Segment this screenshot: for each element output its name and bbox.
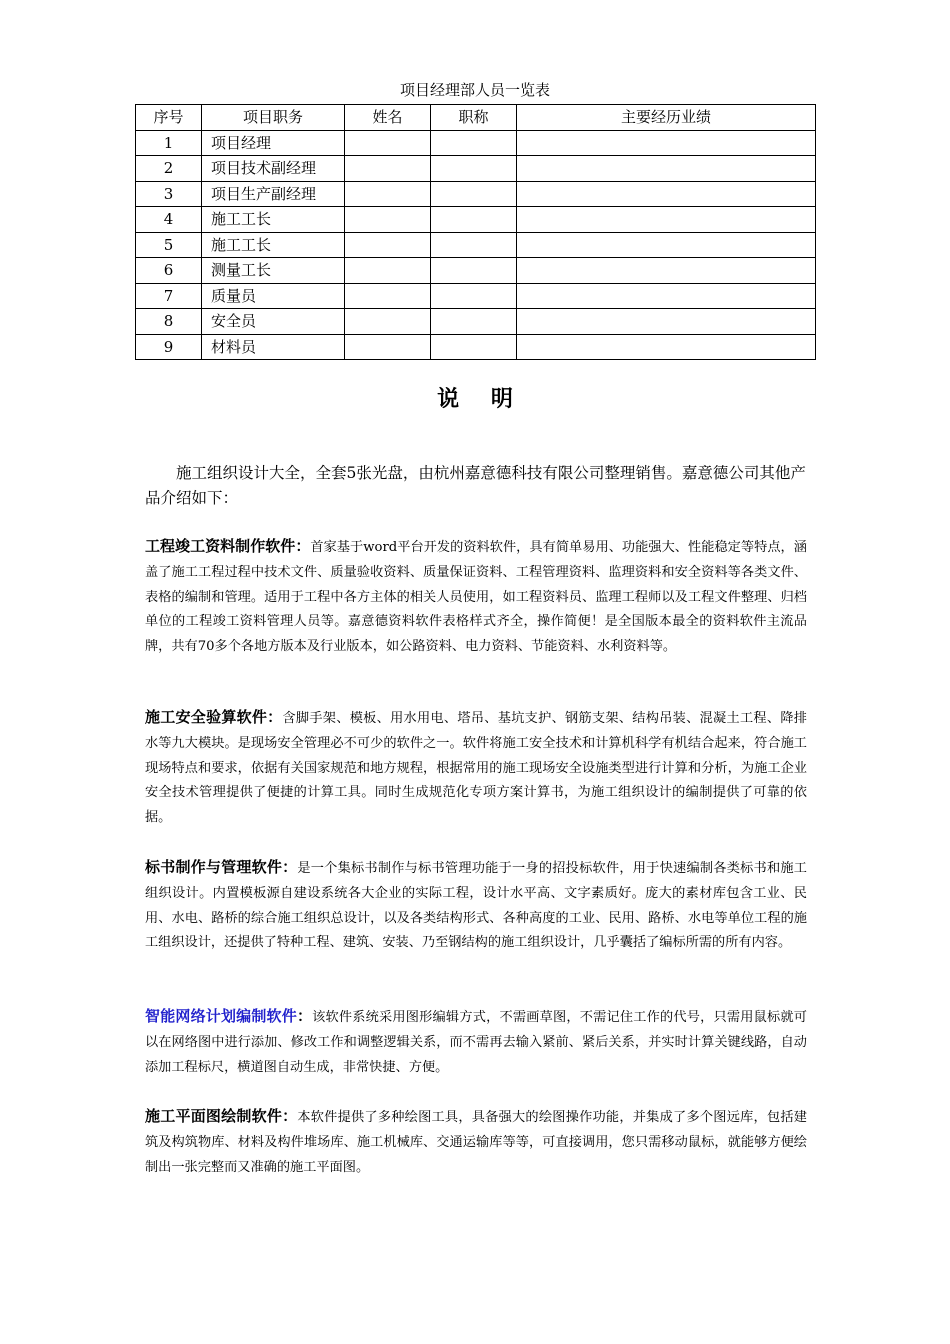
row-name-cell bbox=[345, 334, 431, 360]
row-title-cell bbox=[431, 283, 517, 309]
table-row bbox=[136, 232, 816, 258]
row-number: 2 bbox=[136, 156, 202, 182]
row-number: 1 bbox=[136, 130, 202, 156]
row-title-cell bbox=[431, 181, 517, 207]
row-position: 项目经理 bbox=[202, 130, 345, 156]
section-title: 说 明 bbox=[437, 386, 525, 412]
product-name-separator: ： bbox=[296, 1007, 313, 1025]
product-name-separator: ： bbox=[282, 858, 298, 876]
row-title-cell bbox=[431, 258, 517, 284]
row-number: 3 bbox=[136, 181, 202, 207]
row-experience-cell bbox=[517, 258, 816, 284]
header-number: 序号 bbox=[136, 105, 202, 131]
row-title-cell bbox=[431, 130, 517, 156]
row-experience-cell bbox=[517, 156, 816, 182]
row-experience-cell bbox=[517, 181, 816, 207]
row-experience-cell bbox=[517, 283, 816, 309]
intro-paragraph: 施工组织设计大全，全套5张光盘，由杭州嘉意德科技有限公司整理销售。嘉意德公司其他产品介绍如下： bbox=[145, 464, 806, 507]
row-name-cell bbox=[345, 258, 431, 284]
header-name: 姓名 bbox=[345, 105, 431, 131]
header-experience: 主要经历业绩 bbox=[517, 105, 816, 131]
row-name-cell bbox=[345, 309, 431, 335]
row-name-cell bbox=[345, 156, 431, 182]
product-description: 首家基于word平台开发的资料软件，具有简单易用、功能强大、性能稳定等特点，涵盖了施工工程过程中技术文件、质量验收资料、质量保证资料、工程管理资料、监理资料和安全资料等各类文件、表格的编制和管理。适用于工程中各方主体的相关人员使用，如工程资料员、监理工程师以及工程文件整理、归档单位的工程竣工资料管理人员等。嘉意德资料软件表格样式齐全，操作简便！是全国版本最全的资料软件主流品牌，共有70多个各地方版本及行业版本，如公路资料、电力资料、节能资料、水利资料等。 bbox=[145, 540, 807, 655]
row-position: 施工工长 bbox=[202, 207, 345, 233]
row-number: 4 bbox=[136, 207, 202, 233]
table-row bbox=[136, 207, 816, 233]
table-row bbox=[136, 130, 816, 156]
row-title-cell bbox=[431, 334, 517, 360]
table-row bbox=[136, 156, 816, 182]
row-experience-cell bbox=[517, 309, 816, 335]
product-name-separator: ： bbox=[295, 537, 311, 555]
product-network-planning bbox=[145, 1004, 807, 1080]
product-name: 施工安全验算软件 bbox=[145, 708, 268, 726]
product-safety-calculation bbox=[145, 705, 807, 831]
table-row bbox=[136, 258, 816, 284]
staff-table bbox=[135, 104, 816, 360]
row-number: 6 bbox=[136, 258, 202, 284]
row-name-cell bbox=[345, 232, 431, 258]
product-name: 工程竣工资料制作软件 bbox=[145, 537, 296, 555]
header-title: 职称 bbox=[431, 105, 517, 131]
table-row bbox=[136, 283, 816, 309]
row-experience-cell bbox=[517, 232, 816, 258]
row-position: 项目生产副经理 bbox=[202, 181, 345, 207]
row-experience-cell bbox=[517, 207, 816, 233]
row-title-cell bbox=[431, 232, 517, 258]
table-row bbox=[136, 309, 816, 335]
row-name-cell bbox=[345, 283, 431, 309]
row-name-cell bbox=[345, 207, 431, 233]
row-number: 8 bbox=[136, 309, 202, 335]
product-site-plan-drawing bbox=[145, 1104, 807, 1180]
row-title-cell bbox=[431, 309, 517, 335]
row-position: 项目技术副经理 bbox=[202, 156, 345, 182]
row-experience-cell bbox=[517, 334, 816, 360]
row-position: 施工工长 bbox=[202, 232, 345, 258]
row-name-cell bbox=[345, 181, 431, 207]
row-position: 安全员 bbox=[202, 309, 345, 335]
row-title-cell bbox=[431, 156, 517, 182]
product-name: 标书制作与管理软件 bbox=[145, 858, 283, 876]
row-position: 测量工长 bbox=[202, 258, 345, 284]
product-bidding-software bbox=[145, 855, 807, 956]
table-title: 项目经理部人员一览表 bbox=[399, 81, 550, 99]
row-position: 质量员 bbox=[202, 283, 345, 309]
product-description: 该软件系统采用图形编辑方式，不需画草图，不需记住工作的代号，只需用鼠标就可以在网络图中进行添加、修改工作和调整逻辑关系，而不需再去输入紧前、紧后关系，并实时计算关键线路，自动添加工程标尺，横道图自动生成，非常快捷、方便。 bbox=[145, 1010, 807, 1075]
product-description: 含脚手架、模板、用水用电、塔吊、基坑支护、钢筋支架、结构吊装、混凝土工程、降排水等九大模块。是现场安全管理必不可少的软件之一。软件将施工安全技术和计算机科学有机结合起来，符合施工现场特点和要求，依据有关国家规范和地方规程，根据常用的施工现场安全设施类型进行计算和分析，为施工企业安全技术管理提供了便捷的计算工具。同时生成规范化专项方案计算书，为施工组织设计的编制提供了可靠的依据。 bbox=[145, 711, 807, 826]
product-completion-docs bbox=[145, 534, 807, 660]
header-position: 项目职务 bbox=[202, 105, 345, 131]
row-number: 7 bbox=[136, 283, 202, 309]
row-name-cell bbox=[345, 130, 431, 156]
row-position: 材料员 bbox=[202, 334, 345, 360]
product-name: 施工平面图绘制软件 bbox=[145, 1107, 283, 1125]
row-experience-cell bbox=[517, 130, 816, 156]
product-name-separator: ： bbox=[282, 1107, 298, 1125]
table-row bbox=[136, 181, 816, 207]
table-row bbox=[136, 334, 816, 360]
product-description: 是一个集标书制作与标书管理功能于一身的招投标软件，用于快速编制各类标书和施工组织设计。内置模板源自建设系统各大企业的实际工程，设计水平高、文字素质好。庞大的素材库包含工业、民用、水电、路桥的综合施工组织总设计，以及各类结构形式、各种高度的工业、民用、路桥、水电等单位工程的施工组织设计，还提供了特种工程、建筑、安装、乃至钢结构的施工组织设计，几乎囊括了编标所需的所有内容。 bbox=[145, 861, 807, 951]
row-number: 9 bbox=[136, 334, 202, 360]
product-description: 本软件提供了多种绘图工具，具备强大的绘图操作功能，并集成了多个图远库，包括建筑及构筑物库、材料及构件堆场库、施工机械库、交通运输库等等，可直接调用，您只需移动鼠标，就能够方便绘制出一张完整而又准确的施工平面图。 bbox=[145, 1110, 807, 1175]
table-header-row bbox=[136, 105, 816, 131]
product-name-separator: ： bbox=[267, 708, 283, 726]
product-name: 智能网络计划编制软件 bbox=[145, 1007, 297, 1025]
row-title-cell bbox=[431, 207, 517, 233]
row-number: 5 bbox=[136, 232, 202, 258]
